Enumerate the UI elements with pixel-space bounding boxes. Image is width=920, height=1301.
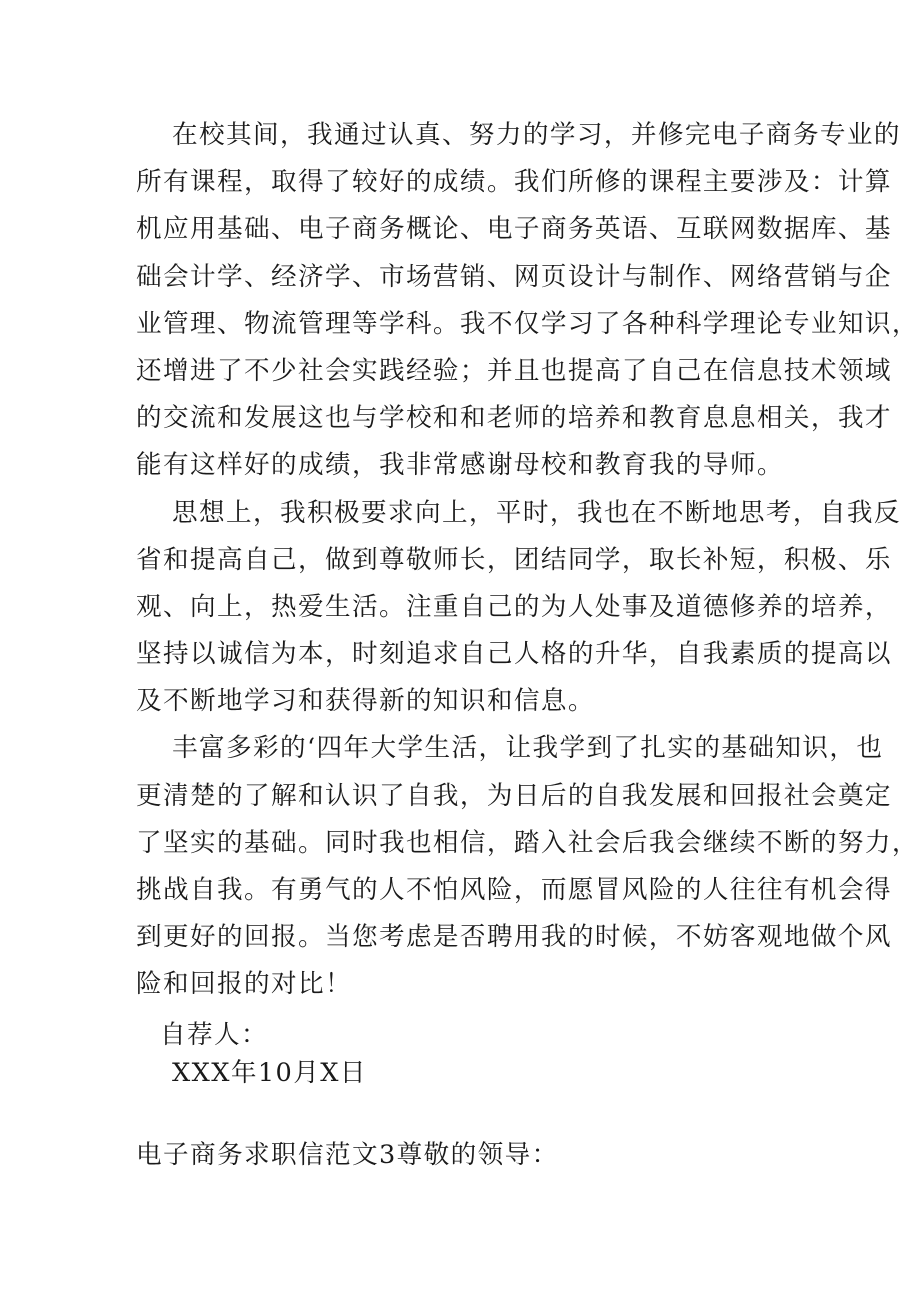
paragraph-1-line-6: 还增进了不少社会实践经验；并且也提高了自己在信息技术领域	[136, 355, 892, 386]
next-letter-heading: 电子商务求职信范文3尊敬的领导：	[136, 1140, 559, 1170]
paragraph-2-line-2: 省和提高自己，做到尊敬师长，团结同学，取长补短，积极、乐	[136, 544, 892, 575]
paragraph-1-line-4: 础会计学、经济学、市场营销、网页设计与制作、网络营销与企	[136, 261, 892, 292]
paragraph-3-line-6: 险和回报的对比！	[136, 969, 352, 1000]
paragraph-3-line-1: 丰富多彩的‘四年大学生活，让我学到了扎实的基础知识，也	[172, 733, 884, 764]
paragraph-2-line-1: 思想上，我积极要求向上，平时，我也在不断地思考，自我反	[172, 497, 901, 528]
paragraph-1-line-2: 所有课程，取得了较好的成绩。我们所修的课程主要涉及：计算	[136, 167, 892, 198]
signature-label: 自荐人：	[160, 1020, 268, 1050]
paragraph-3-line-2: 更清楚的了解和认识了自我，为日后的自我发展和回报社会奠定	[136, 780, 892, 811]
paragraph-1-line-8: 能有这样好的成绩，我非常感谢母校和教育我的导师。	[136, 450, 784, 481]
paragraph-2-line-5: 及不断地学习和获得新的知识和信息。	[136, 686, 595, 717]
letter-body	[136, 112, 919, 1009]
paragraph-3-line-4: 挑战自我。有勇气的人不怕风险，而愿冒风险的人往往有机会得	[136, 875, 892, 905]
paragraph-3-line-3: 了坚实的基础。同时我也相信，踏入社会后我会继续不断的努力，	[136, 827, 919, 858]
paragraph-1-line-5: 业管理、物流管理等学科。我不仅学习了各种科学理论专业知识，	[136, 308, 919, 339]
paragraph-1-line-3: 机应用基础、电子商务概论、电子商务英语、互联网数据库、基	[136, 214, 892, 245]
paragraph-2-line-3: 观、向上，热爱生活。注重自己的为人处事及道德修养的培养，	[136, 591, 892, 622]
paragraph-3-line-5: 到更好的回报。当您考虑是否聘用我的时候，不妨客观地做个风	[136, 922, 892, 953]
paragraph-2-line-4: 坚持以诚信为本，时刻追求自己人格的升华，自我素质的提高以	[136, 639, 892, 670]
signature-date: XXX年10月X日	[172, 1058, 367, 1088]
paragraph-1-line-1: 在校其间，我通过认真、努力的学习，并修完电子商务专业的	[172, 120, 901, 150]
paragraph-1-line-7: 的交流和发展这也与学校和和老师的培养和教育息息相关，我才	[136, 403, 892, 434]
